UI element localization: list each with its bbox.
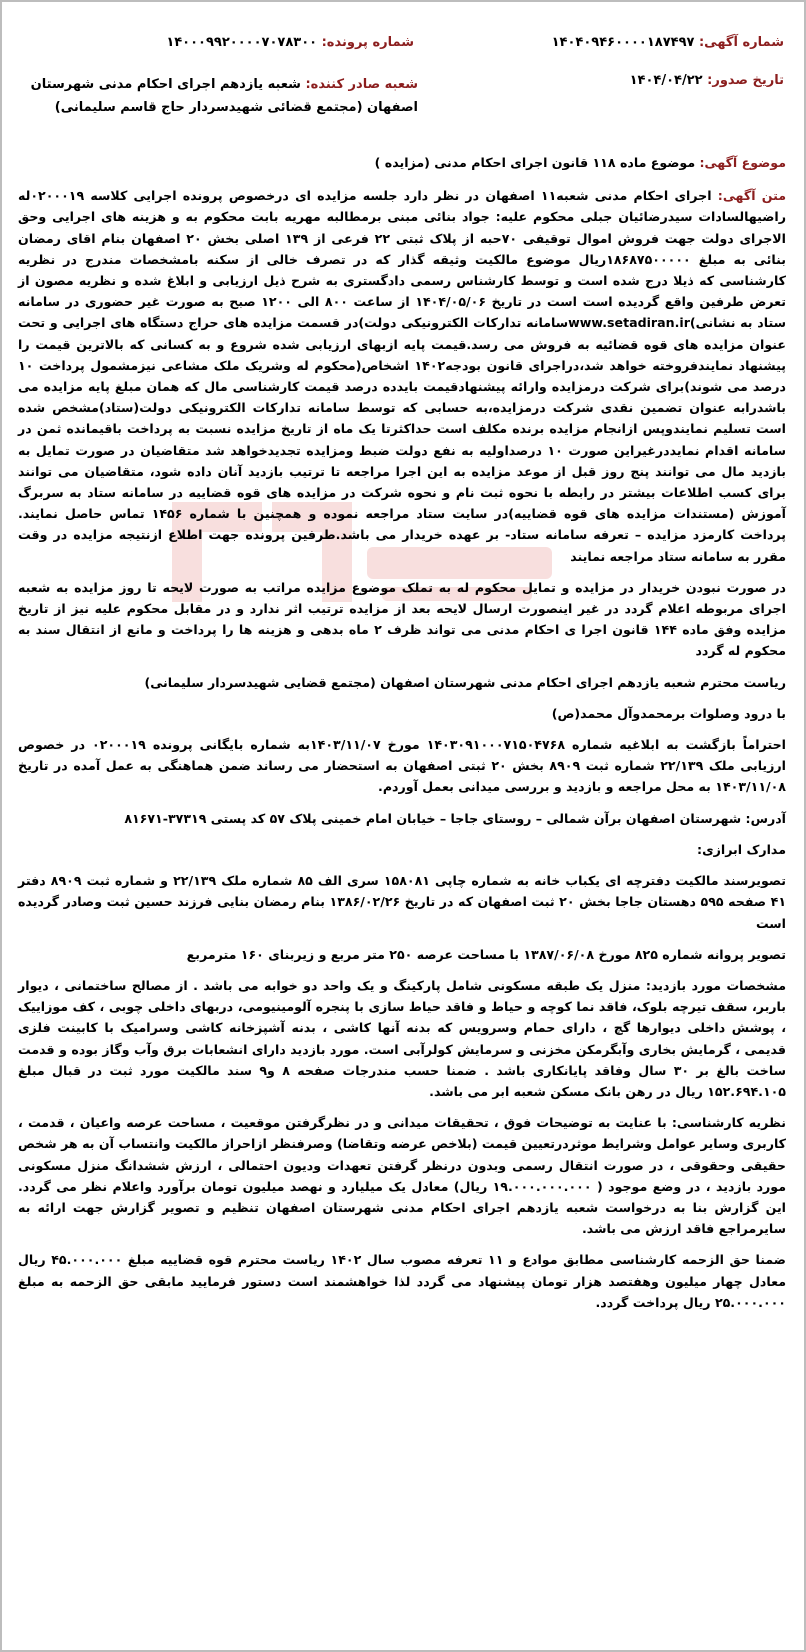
case-number-field (166, 35, 414, 50)
notice-content (18, 152, 786, 1323)
case-number-label: شماره پرونده: (321, 35, 414, 50)
setad-website-link[interactable]: www.setadiran.ir (568, 315, 690, 331)
no-buyer-paragraph: در صورت نبودن خریدار در مزایده و تمایل محکوم له به تملک موضوع مزایده مراتب به صورت لایحه تا روز مزایده به شعبه اجرای مربوطه اعلام گردد در غیر اینصورت ارسال لایحه بعد از مزایده ترتیب اثر ندارد و در مقابل محکوم علیه نیز از تاریخ مزایده وفق ماده ۱۴۴ قانون اجرا ی احکام مدنی می تواند ظرف ۲ ماه بدهی و هزینه ها را پرداخت و مانع از انتقال سند به محکوم له گردد (18, 579, 787, 659)
permit-paragraph: تصویر پروانه شماره ۸۲۵ مورخ ۱۳۸۷/۰۶/۰۸ با مساحت عرصه ۲۵۰ متر مربع و زیربنای ۱۶۰ مترمربع (186, 946, 786, 962)
notice-text-intro: اجرای احکام مدنی شعبه۱۱ اصفهان در نظر دارد جلسه مزایده ای درخصوص پرونده اجرایی کلاسه ۰۲۰۰۰۱۹له راضیهالسادات سیدرضائیان جبلی محکوم علیه: جواد بنائی مبنی برمطالبه مهریه بابت محکوم به و هزینه های اجرایی وحق الاجرای دولت جهت فروش اموال توقیفی ۷۰حبه از پلاک ثبتی ۲۲ فرعی از ۱۳۹ اصلی بخش ۲۰ اصفهان بنام اقای رمضان بنائی به مبلغ ۱۸۶۸۷۵۰۰۰۰۰ریال موضوع مالکیت وثیقه گذار که در تصرف خالی از سکنه بامشخصات مندرج در نظریه کارشناسی که ذیلا درج شده است و توسط کارشناس رسمی دادگستری به شرح ذیل ارزیابی و ابلاغ شده و نظریه مصون از تعرض طرفین واقع گردیده است است در تاریخ ۱۴۰۴/۰۵/۰۶ از ساعت ۸۰۰ الی ۱۲۰۰ صبح به صورت غیر حضوری در سامانه ستاد به نشانی) (18, 188, 786, 331)
salutation-line: با درود وصلوات برمحمدوآل محمد(ص) (551, 705, 786, 721)
addressee-line: ریاست محترم شعبه یازدهم اجرای احکام مدنی شهرستان اصفهان (مجتمع قضایی شهیدسردار سلیمانی) (144, 674, 786, 690)
issuing-branch-field (18, 73, 418, 119)
report-intro-paragraph: احتراماً بازگشت به ابلاغیه شماره ۱۴۰۳۰۹۱۰۰۰۷۱۵۰۴۷۶۸ مورخ ۱۴۰۳/۱۱/۰۷به شماره بایگانی پرونده ۰۲۰۰۰۱۹ در خصوص ارزیابی ملک ۲۲/۱۳۹ شماره ثبت ۸۹۰۹ بخش ۲۰ ثبتی اصفهان به استحضار می رساند ضمن هماهنگی به عمل آمده در تاریخ ۱۴۰۳/۱۱/۰۸ به محل مراجعه و بازدید و بررسی میدانی بعمل آوردم. (18, 737, 786, 795)
documents-title: مدارک ابرازی: (697, 841, 786, 857)
notice-number-label: شماره آگهی: (698, 35, 784, 50)
issue-date-value: ۱۴۰۴/۰۴/۲۲ (629, 73, 703, 88)
specs-paragraph: مشخصات مورد بازدید: منزل یک طبقه مسکونی شامل پارکینگ و یک واحد دو خوابه می باشد . از مصالح ساختمانی ، دیوار باربر، سقف تیرچه بلوک، فاقد نما کوچه و حیاط و فاقد حیاط سازی با پنجره آلومینیومی، دربهای داخلی چوبی ، کف موزاییک ، پوشش داخلی دیوارها گچ ، دارای حمام وسرویس که بدنه آنها کاشی ، بدنه آشپزخانه کاشی وسرامیک با کابینت فلزی قدیمی ، گرمایش بخاری وآبگرمکن مخزنی و سرمایش کولرآبی است. مورد بازدید دارای انشعابات برق وآب وگاز بوده و قدمت ساخت بالغ بر ۳۰ سال وفاقد پایانکاری باشد . ضمنا حسب مندرجات صفحه ۸ و۹ سند مالکیت مورد ثبت در قبال مبلغ ۱۵۲.۶۹۴.۱۰۵ ریال در رهن بانک مسکن شعبه ابر می باشد. (18, 977, 786, 1099)
subject-label: موضوع آگهی: (699, 155, 786, 170)
deed-paragraph: تصویرسند مالکیت دفترچه ای یکباب خانه به شماره چاپی ۱۵۸۰۸۱ سری الف ۸۵ شماره ملک ۲۲/۱۳۹ و شماره ثبت ۸۹۰۹ دفتر ۴۱ صفحه ۵۹۵ دهستان جاجا بخش ۲۰ ثبت اصفهان که در تاریخ ۱۳۸۶/۰۲/۲۶ بنام رمضان بنایی فرزند حسین ثبت وصادر گردیده است (18, 873, 787, 931)
expert-opinion-paragraph: نظریه کارشناسی: با عنایت به توضیحات فوق ، تحقیقات میدانی و در نظرگرفتن موقعیت ، مساحت عرصه واعیان ، قدمت ، کاربری وسایر عوامل وشرایط موثردرتعیین قیمت (بلاخص عرضه وتقاضا) وصرفنظر ازاحراز مالکیت وانتساب آن به هر شخص حقیقی وحقوقی ، در صورت انتقال رسمی وبدون درنظر گرفتن تعهدات ودیون احتمالی ، ارزش ششدانگ منزل مسکونی مورد بازدید ، در وضع موجود ( ۱۹.۰۰۰.۰۰۰.۰۰۰ ریال) معادل یک میلیارد و نهصد میلیون تومان برآورد واعلام نظر می گردد. این گزارش بنا به درخواست شعبه یازدهم اجرای احکام مدنی شهرستان اصفهان تنظیم و تصویر گزارش جهت ارائه به سایرمراجع فاقد ارزش می باشد. (18, 1115, 786, 1237)
issue-date-label: تاریخ صدور: (707, 73, 784, 88)
subject-line (18, 152, 786, 173)
issuing-branch-value: شعبه یازدهم اجرای احکام مدنی شهرستان اصفهان (مجتمع قضائی شهیدسردار حاج قاسم سلیمانی) (30, 77, 418, 115)
address-line: آدرس: شهرستان اصفهان برآن شمالی – روستای جاجا – خیابان امام خمینی پلاک ۵۷ کد پستی ۳۷۳۱۹-۸۱۶۷۱ (124, 810, 786, 826)
issue-date-field (630, 73, 784, 88)
notice-number-value: ۱۴۰۴۰۹۴۶۰۰۰۰۱۸۷۴۹۷ (551, 35, 695, 50)
notice-number-field (552, 35, 784, 50)
subject-value: موضوع ماده ۱۱۸ قانون اجرای احکام مدنی (مزایده ) (374, 155, 696, 170)
fee-paragraph: ضمنا حق الزحمه کارشناسی مطابق موادع و ۱۱ تعرفه مصوب سال ۱۴۰۲ ریاست محترم قوه قضاییه مبلغ ۴۵.۰۰۰.۰۰۰ ریال معادل چهار میلیون وهفتصد هزار تومان پیشنهاد می گردد لذا خواهشمند است دستور فرمایید مابقی حق الزحمه به مبلغ ۲۵.۰۰۰.۰۰۰ ریال پرداخت گردد. (18, 1252, 786, 1310)
notice-header (2, 2, 804, 152)
issuing-branch-label: شعبه صادر کننده: (305, 77, 418, 92)
notice-text (18, 185, 786, 567)
case-number-value: ۱۴۰۰۰۹۹۲۰۰۰۰۷۰۷۸۳۰۰ (166, 35, 318, 50)
notice-text-rest: سامانه تدارکات الکترونیکی دولت)در قسمت مزایده های حراج دستگاه های اجرایی و تحت عنوان مزایده های قوه قضائیه به فروش می رسد.قیمت پایه ازبهای ارزیابی شده شروع و به کسانی که بالاترین قیمت را پیشنهاد نمایندفروخته خواهد شد،دراجرای قانون بودجه۱۴۰۲ اشخاص(محکوم له وشریک ملک مشاعی نیزمشمول پرداخت ۱۰ درصد می شوند)برای شرکت درمزایده وارائه پیشنهادقیمت بایدده درصد قیمت کارشناسی مال که همان مبلغ پایه مزایده می باشدرابه عنوان تضمین نقدی شرکت درمزایده،به حسابی که توسط سامانه تدارکات الکترونیکی دولت(ستاد)مشخص شده است تسلیم نمایندوپس ازانجام مزایده برنده مکلف است حداکثرتا یک ماه از تاریخ مزایده نسبت به پرداخت باقیمانده ثمن در سامانه اقدام نمایددرغیراین صورت ۱۰ درصداولیه به نفع دولت ضبط ومزایده تجدیدخواهد شد متقاضیان در صورت تمایل به بازدید مال می توانند پنج روز قبل از موعد مزایده به این اجرا مراجعه تا ترتیب بازدید آنان داده شود، متقاضیان می توانند برای کسب اطلاعات بیشتر در رابطه با نحوه ثبت نام و نحوه شرکت در مزایده های قوه قضاییه در سامانه ستاد به سربرگ آموزش (مستندات مزایده های قوه قضاییه)در سایت ستاد مراجعه نموده و همچنین با شماره ۱۴۵۶ تماس حاصل نمایند. پرداخت کارمزد مزایده – تعرفه سامانه ستاد- بر عهده خریدار می باشد.طرفین پرونده جهت اطلاع ازنتیجه مزایده در وقت مقرر به سامانه ستاد مراجعه نمایند (18, 315, 786, 564)
notice-text-label: متن آگهی: (717, 188, 787, 204)
